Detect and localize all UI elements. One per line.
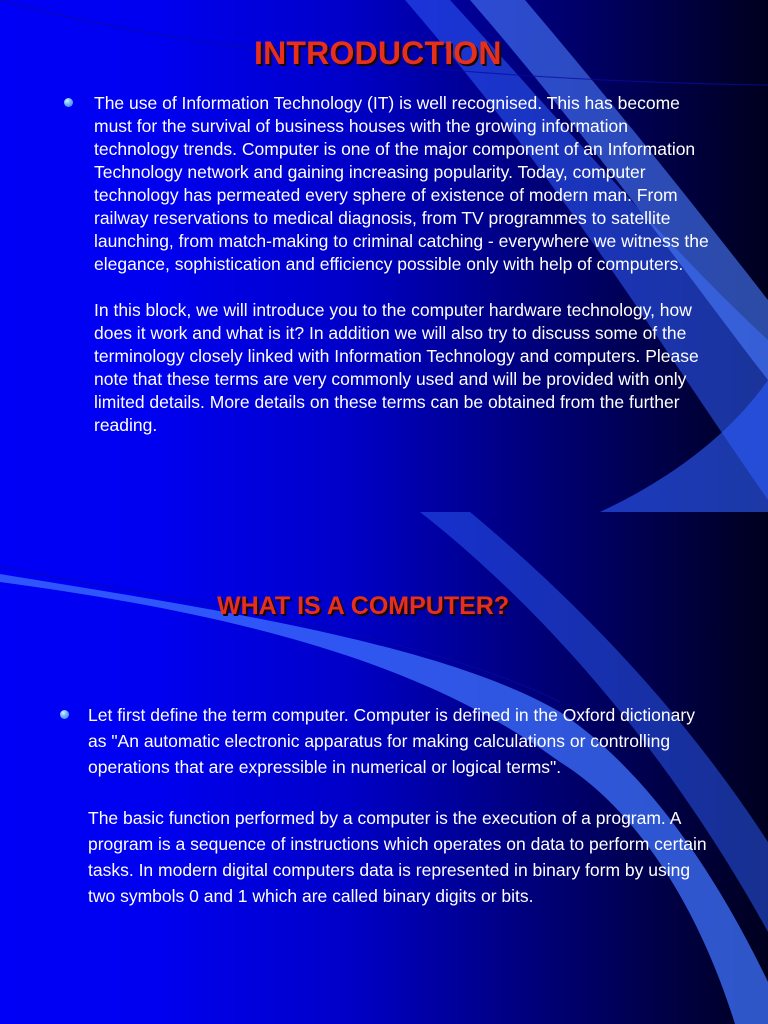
- paragraph: In this block, we will introduce you to the computer hardware technology, how does it work and what is it? In addition we will also try to discuss some of the terminology closely linked with Information Technology and computers. Please note that these terms are very commonly used and will be provided with only limited details. More details on these terms can be obtained from the further reading.: [94, 300, 699, 435]
- bullet-icon: [64, 98, 73, 107]
- paragraph: The basic function performed by a computer is the execution of a program. A program is a sequence of instructions which operates on data to perform certain tasks. In modern digital computers data is represented in binary form by using two symbols 0 and 1 which are called binary digits or bits.: [88, 808, 707, 906]
- slide-what-is-a-computer: [0, 512, 768, 1024]
- paragraph: The use of Information Technology (IT) is well recognised. This has become must for the survival of business houses with the growing information technology trends. Computer is one of the major component of an Information Technology network and gaining increasing popularity. Today, computer technology has permeated every sphere of existence of modern man. From railway reservations to medical diagnosis, from TV programmes to satellite launching, from match-making to criminal catching - everywhere we witness the elegance, sophistication and efficiency possible only with help of computers.: [94, 93, 709, 274]
- slide-body: [88, 703, 708, 909]
- slide-title: WHAT IS A COMPUTER?: [217, 592, 510, 620]
- paragraph: Let first define the term computer. Computer is defined in the Oxford dictionary as "An automatic electronic apparatus for making calculations or controlling operations that are expressible in numerical or logical terms".: [88, 705, 695, 777]
- slide-body: [94, 92, 714, 437]
- slide-title: INTRODUCTION: [254, 35, 502, 71]
- bullet-icon: [60, 710, 69, 719]
